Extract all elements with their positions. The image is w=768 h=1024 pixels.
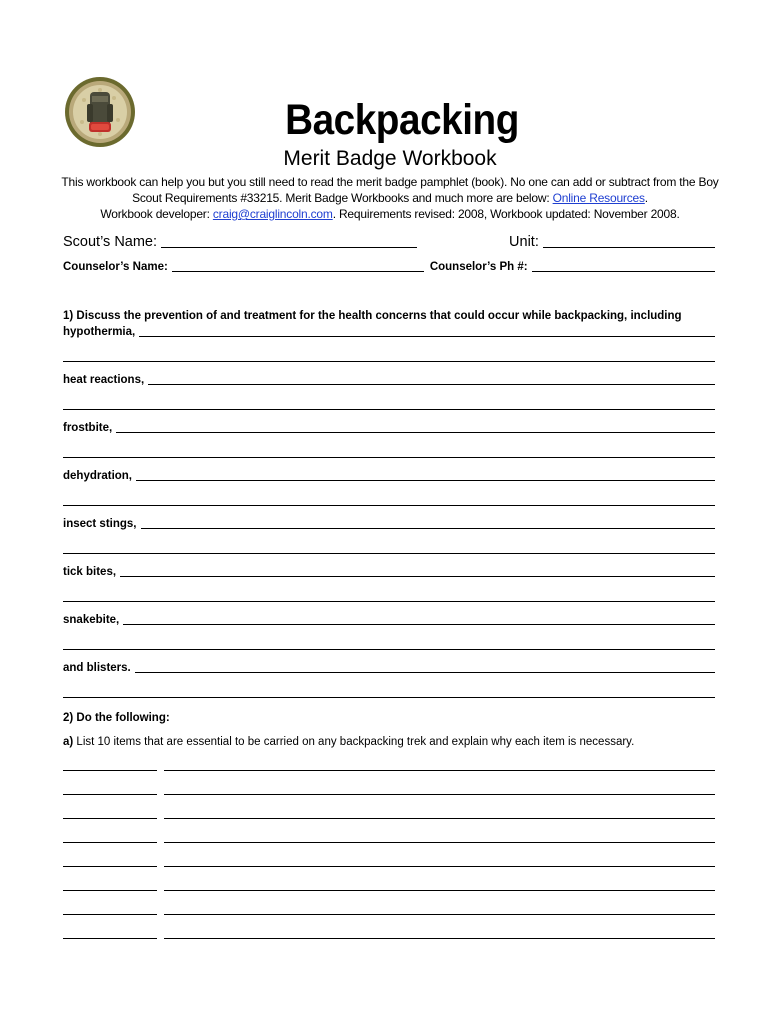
question-2a-label: a) (63, 736, 74, 748)
q1-answer-line[interactable] (63, 649, 715, 650)
question-1-intro: 1) Discuss the prevention of and treatment for the health concerns that could occur while backpacking, including (63, 310, 682, 322)
page-title: Backpacking (285, 96, 519, 144)
scout-name-label: Scout’s Name: (63, 234, 158, 250)
essential-item-field[interactable] (63, 842, 157, 843)
q1-item-row (63, 325, 715, 340)
q1-answer-line[interactable] (120, 576, 715, 577)
q1-item-label: tick bites, (63, 566, 117, 578)
page-subtitle: Merit Badge Workbook (283, 147, 497, 170)
essential-item-reason-field[interactable] (164, 794, 715, 795)
q1-item-row (63, 661, 715, 676)
q1-item-row (63, 517, 715, 532)
q1-answer-line[interactable] (63, 409, 715, 410)
question-2-intro: 2) Do the following: (63, 712, 170, 724)
essential-item-field[interactable] (63, 938, 157, 939)
essential-item-field[interactable] (63, 914, 157, 915)
question-2a-body: List 10 items that are essential to be carried on any backpacking trek and explain why each item is necessary. (73, 736, 635, 748)
intro-line-2 (56, 190, 724, 206)
q1-answer-line[interactable] (135, 672, 715, 673)
counselor-name-label: Counselor’s Name: (63, 261, 168, 273)
q1-item-label: snakebite, (63, 614, 120, 626)
q1-item-label: dehydration, (63, 470, 133, 482)
q1-answer-line[interactable] (116, 432, 715, 433)
developer-email-link[interactable]: craig@craiglincoln.com (212, 207, 333, 221)
q1-answer-line[interactable] (148, 384, 715, 385)
q1-answer-line[interactable] (63, 697, 715, 698)
essential-item-reason-field[interactable] (164, 938, 715, 939)
q1-item-row (63, 565, 715, 580)
q1-item-label: frostbite, (63, 422, 113, 434)
essential-item-reason-field[interactable] (164, 890, 715, 891)
intro-line-3-text: Workbook developer: (100, 207, 213, 221)
q1-item-label: hypothermia, (63, 326, 136, 338)
q1-answer-line[interactable] (141, 528, 716, 529)
counselor-info-row (63, 260, 715, 275)
q1-item-row (63, 469, 715, 484)
essential-item-reason-field[interactable] (164, 770, 715, 771)
q1-item-label: insect stings, (63, 518, 137, 530)
q1-item-row (63, 373, 715, 388)
q1-answer-line[interactable] (123, 624, 715, 625)
q1-item-label: heat reactions, (63, 374, 145, 386)
q1-answer-line[interactable] (63, 361, 715, 362)
intro-line-2-end: . (644, 191, 648, 205)
online-resources-link[interactable]: Online Resources (552, 191, 645, 205)
essential-item-field[interactable] (63, 890, 157, 891)
counselor-name-field[interactable] (172, 271, 424, 272)
unit-field[interactable] (543, 247, 715, 248)
q1-answer-line[interactable] (63, 505, 715, 506)
scout-name-field[interactable] (161, 247, 417, 248)
intro-line-2-text: Scout Requirements #33215. Merit Badge Workbooks and much more are below: (132, 191, 553, 205)
q1-answer-line[interactable] (63, 457, 715, 458)
q1-item-row (63, 613, 715, 628)
q1-item-row (63, 421, 715, 436)
intro-line-3 (56, 206, 724, 222)
essential-item-field[interactable] (63, 794, 157, 795)
intro-line-3-end: . Requirements revised: 2008, Workbook updated: November 2008. (332, 207, 680, 221)
q1-answer-line[interactable] (63, 601, 715, 602)
scout-info-row (63, 233, 715, 251)
essential-item-field[interactable] (63, 866, 157, 867)
essential-item-field[interactable] (63, 770, 157, 771)
intro-paragraph (56, 174, 724, 222)
q1-answer-line[interactable] (136, 480, 715, 481)
counselor-phone-field[interactable] (532, 271, 715, 272)
intro-line-1: This workbook can help you but you still need to read the merit badge pamphlet (book). No one can add or subtract from the Boy (61, 175, 719, 189)
essential-item-reason-field[interactable] (164, 842, 715, 843)
counselor-phone-label: Counselor’s Ph #: (429, 261, 528, 273)
essential-item-reason-field[interactable] (164, 914, 715, 915)
unit-label: Unit: (509, 234, 539, 250)
q1-answer-line[interactable] (63, 553, 715, 554)
q1-item-label: and blisters. (63, 662, 131, 674)
essential-item-reason-field[interactable] (164, 866, 715, 867)
essential-item-field[interactable] (63, 818, 157, 819)
question-2a-text (63, 734, 723, 750)
q1-answer-line[interactable] (139, 336, 715, 337)
essential-item-reason-field[interactable] (164, 818, 715, 819)
